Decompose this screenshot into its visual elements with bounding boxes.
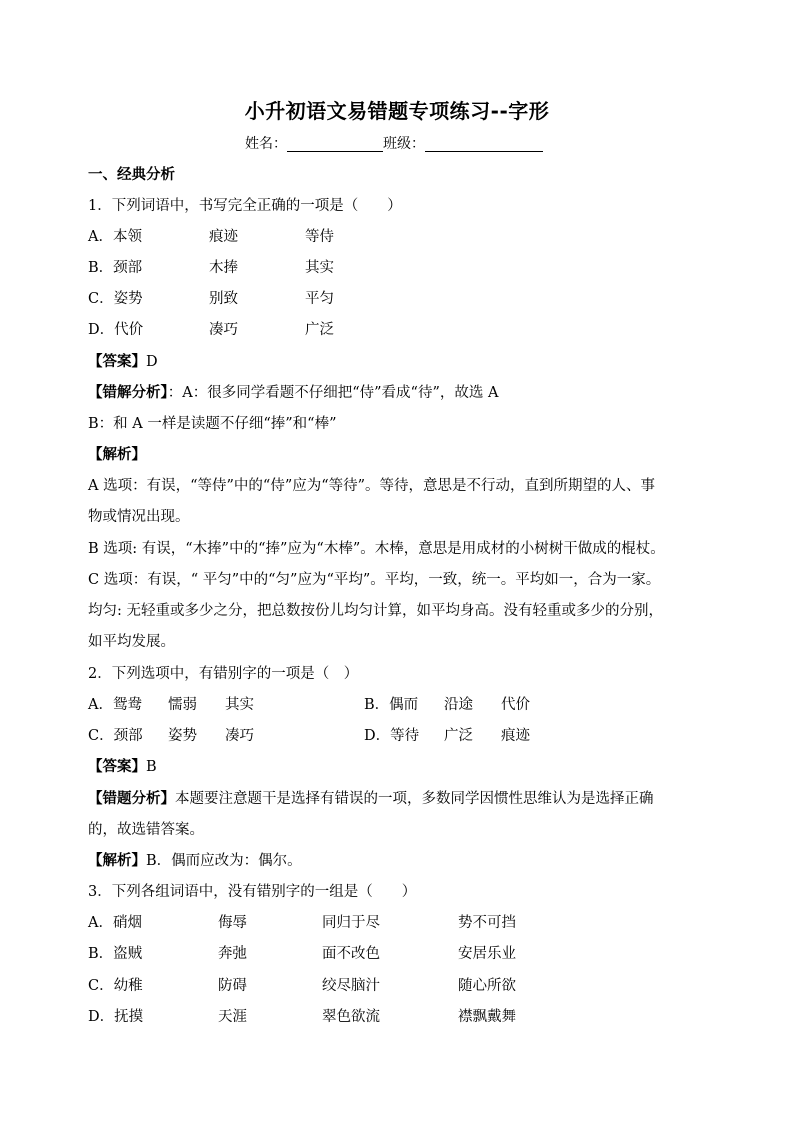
q3-b-word1: B．盗贼 [88, 946, 143, 962]
q1-analysis-line-4: C 选项：有误，“ 平匀”中的“匀”应为“平均”。平均，一致，统一。平均如一，合为一家。 [88, 572, 661, 588]
q3-b-word2: 奔弛 [218, 946, 247, 962]
q2-a-word2: 懦弱 [168, 697, 197, 713]
q2-a-word3: 其实 [225, 697, 254, 713]
q1-analysis-tag: 【解析】 [88, 447, 146, 463]
answer-tag: 【答案】 [88, 354, 146, 370]
q1-c-word3: 平匀 [305, 291, 334, 307]
q2-c-word2: 姿势 [168, 728, 197, 744]
q1-a-word1: A．本领 [88, 229, 142, 245]
q1-d-word2: 凑巧 [209, 322, 238, 338]
analysis-tag: 【解析】 [88, 853, 146, 869]
q1-error-analysis-2: B：和 A 一样是读题不仔细“捧”和“棒” [88, 416, 337, 432]
class-label: 班级： [383, 136, 425, 152]
analysis-text: B．偶而应改为：偶尔。 [146, 853, 302, 869]
q2-error-analysis [88, 789, 654, 809]
q3-d-word2: 天涯 [218, 1009, 247, 1025]
q3-c-word3: 绞尽脑汁 [322, 978, 380, 994]
q2-c-word1: C．颈部 [88, 728, 143, 744]
q1-d-word3: 广泛 [305, 322, 334, 338]
name-class-line [245, 133, 543, 153]
q1-a-word3: 等侍 [305, 229, 334, 245]
name-blank [287, 137, 383, 152]
q3-b-word3: 面不改色 [322, 946, 380, 962]
error-analysis-text: ：A：很多同学看题不仔细把“侍”看成“待”，故选 A [167, 385, 499, 401]
q3-a-word3: 同归于尽 [322, 915, 380, 931]
error-analysis-tag: 【错解分析】 [88, 385, 168, 401]
section-heading: 一、经典分析 [88, 167, 175, 183]
q2-d-word1: D．等待 [364, 728, 420, 744]
q1-d-word1: D．代价 [88, 322, 144, 338]
q2-b-word3: 代价 [501, 697, 530, 713]
q1-a-word2: 痕迹 [209, 229, 238, 245]
q2-a-word1: A．鸳鸯 [88, 697, 142, 713]
q2-stem: 2．下列选项中，有错别字的一项是（ ） [88, 666, 359, 682]
answer-value: D [146, 354, 158, 370]
q3-a-word1: A．硝烟 [88, 915, 142, 931]
q2-b-word1: B．偶而 [364, 697, 419, 713]
answer-tag: 【答案】 [88, 759, 146, 775]
class-blank [425, 137, 543, 152]
q1-analysis-line-2: 物或情况出现。 [88, 509, 190, 525]
q3-a-word2: 侮辱 [218, 915, 247, 931]
error-analysis-text: 本题要注意题干是选择有错误的一项，多数同学因惯性思维认为是选择正确 [175, 791, 654, 807]
name-label: 姓名： [245, 136, 287, 152]
q3-d-word3: 翠色欲流 [322, 1009, 380, 1025]
q2-d-word3: 痕迹 [501, 728, 530, 744]
q2-error-analysis-2: 的，故选错答案。 [88, 822, 204, 838]
q1-analysis-line-3: B 选项: 有误，“木捧”中的“捧”应为“木棒”。木棒，意思是用成材的小树树干做成的棍杖。 [88, 541, 665, 557]
q3-d-word1: D．抚摸 [88, 1009, 144, 1025]
q3-c-word2: 防碍 [218, 978, 247, 994]
q2-b-word2: 沿途 [444, 697, 473, 713]
q1-analysis-line-1: A 选项：有误，“等侍”中的“侍”应为“等待”。等待，意思是不行动，直到所期望的人、事 [88, 478, 656, 494]
q2-c-word3: 凑巧 [225, 728, 254, 744]
q1-b-word1: B．颈部 [88, 260, 143, 276]
q2-answer [88, 757, 157, 777]
page-title: 小升初语文易错题专项练习--字形 [244, 99, 550, 123]
q1-analysis-line-5: 均匀: 无轻重或多少之分，把总数按份儿均匀计算，如平均身高。没有轻重或多少的分别， [88, 603, 663, 619]
q3-b-word4: 安居乐业 [458, 946, 516, 962]
q3-c-word1: C．幼稚 [88, 978, 143, 994]
q1-stem: 1．下列词语中，书写完全正确的一项是（ ） [88, 198, 402, 214]
q1-analysis-line-6: 如平均发展。 [88, 634, 175, 650]
q3-c-word4: 随心所欲 [458, 978, 516, 994]
q2-analysis [88, 851, 302, 871]
q1-c-word2: 别致 [209, 291, 238, 307]
q2-d-word2: 广泛 [444, 728, 473, 744]
q3-a-word4: 势不可挡 [458, 915, 516, 931]
q1-b-word3: 其实 [305, 260, 334, 276]
q1-answer [88, 352, 158, 372]
q1-error-analysis [88, 383, 498, 403]
q3-stem: 3．下列各组词语中，没有错别字的一组是（ ） [88, 884, 417, 900]
q1-b-word2: 木捧 [209, 260, 238, 276]
answer-value: B [146, 759, 157, 775]
q1-c-word1: C．姿势 [88, 291, 143, 307]
q3-d-word4: 襟飘戴舞 [458, 1009, 516, 1025]
error-analysis-tag: 【错题分析】 [88, 791, 175, 807]
